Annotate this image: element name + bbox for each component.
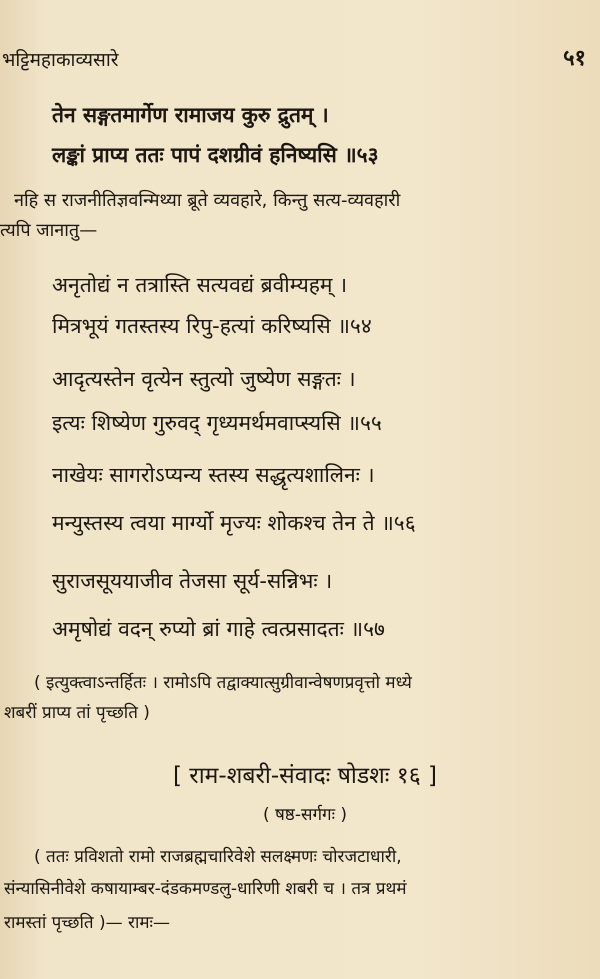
verse-line: लङ्कां प्राप्य ततः पापं दशग्रीवं हनिष्यसि ॥५३: [52, 143, 379, 167]
verse-line: सुराजसूययाजीव तेजसा सूर्य-सन्निभः ।: [52, 569, 333, 593]
section-subtitle: ( षष्ठ-सर्गगः ): [262, 805, 348, 825]
prose-line: ( ततः प्रविशतो रामो राजब्रह्मचारिवेशे सलक्ष्मणः चोरजटाधारी,: [34, 847, 402, 867]
verse-line: मित्रभूयं गतस्तस्य रिपु-हत्यां करिष्यसि ॥५४: [52, 314, 372, 338]
section-title: [ राम-शबरी-संवादः षोडशः १६ ]: [173, 763, 437, 789]
verse-line: अमृषोद्यं वदन् रुप्यो ब्रां गाहे त्वत्प्रसादतः ॥५७: [52, 617, 385, 641]
verse-line: आदृत्यस्तेन वृत्येन स्तुत्यो जुष्येण सङ्गतः ।: [52, 367, 356, 391]
prose-line: शबरीं प्राप्य तां पृच्छति ): [4, 703, 150, 723]
verse-line: इत्यः शिष्येण गुरुवद् गृध्यमर्थमवाप्स्यसि ॥५५: [52, 411, 382, 435]
verse-line: मन्युस्तस्य त्वया मार्ग्यो मृज्यः शोकश्च तेन ते ॥५६: [52, 511, 416, 535]
verse-line: नाखेयः सागरोऽप्यन्य स्तस्य सद्धृत्यशालिनः ।: [52, 463, 375, 487]
page-number: ५१: [563, 46, 586, 71]
running-title: भट्टिमहाकाव्यसारे: [2, 49, 119, 71]
prose-line: रामस्तां पृच्छति )— रामः—: [4, 913, 170, 933]
prose-line: संन्यासिनीवेशे कषायाम्बर-दंडकमण्डलु-धारिणी शबरी च । तत्र प्रथमं: [4, 879, 407, 899]
prose-line: नहि स राजनीतिज्ञवन्मिथ्या ब्रूते व्यवहारे, किन्तु सत्य-व्यवहारी: [14, 190, 401, 211]
page-header: [0, 42, 600, 72]
verse-line: तेन सङ्गतमार्गेण रामाजय कुरु द्रुतम् ।: [52, 103, 329, 127]
prose-line: ( इत्युक्त्वाऽन्तर्हितः । रामोऽपि तद्वाक्यात्सुग्रीवान्वेषणप्रवृत्तो मध्ये: [34, 673, 412, 693]
prose-line: त्यपि जानातु—: [0, 220, 98, 241]
verse-line: अनृतोद्यं न तत्रास्ति सत्यवद्यं ब्रवीम्यहम् ।: [52, 273, 348, 297]
